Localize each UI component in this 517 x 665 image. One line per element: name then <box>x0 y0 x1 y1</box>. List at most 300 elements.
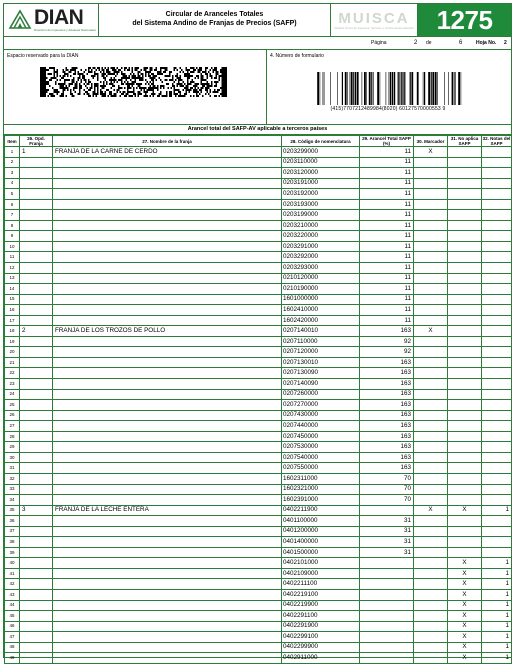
table-cell-notas: 1 <box>482 600 512 611</box>
table-row <box>5 484 512 495</box>
table-cell-notas: 1 <box>482 589 512 600</box>
table-cell-arancel <box>360 632 414 643</box>
table-cell-name <box>53 579 282 590</box>
table-cell-code: 0402299900 <box>282 642 360 653</box>
table-cell-notas: 1 <box>482 568 512 579</box>
form-number-label: 4. Número de formulario <box>270 53 324 59</box>
table-cell-no-aplica <box>448 526 482 537</box>
table-cell-marcador <box>414 621 448 632</box>
table-cell-notas <box>482 379 512 390</box>
table-cell-arancel: 11 <box>360 273 414 284</box>
table-cell-item: 1 <box>5 147 20 158</box>
table-cell-code: 0203199000 <box>282 210 360 221</box>
table-cell-no-aplica <box>448 347 482 358</box>
table-cell-code: 0402211100 <box>282 579 360 590</box>
table-cell-arancel: 92 <box>360 336 414 347</box>
table-cell-marcador <box>414 547 448 558</box>
table-cell-notas <box>482 410 512 421</box>
table-cell-code: 0402291100 <box>282 611 360 622</box>
table-cell-marcador <box>414 642 448 653</box>
table-cell-arancel: 163 <box>360 368 414 379</box>
table-cell-no-aplica <box>448 189 482 200</box>
table-cell-marcador <box>414 231 448 242</box>
table-cell-name <box>53 252 282 263</box>
table-cell-marcador: X <box>414 505 448 516</box>
table-cell-name <box>53 632 282 643</box>
table-cell-code: 0401500000 <box>282 547 360 558</box>
table-cell-notas <box>482 326 512 337</box>
muisca-logo <box>331 4 418 36</box>
table-cell-code: 0207120000 <box>282 347 360 358</box>
table-cell-opd: 2 <box>20 326 53 337</box>
table-cell-code: 1602311000 <box>282 473 360 484</box>
table-cell-notas: 1 <box>482 642 512 653</box>
table-cell-marcador <box>414 347 448 358</box>
table-cell-arancel: 11 <box>360 305 414 316</box>
table-cell-no-aplica <box>448 400 482 411</box>
table-row <box>5 568 512 579</box>
table-cell-item: 40 <box>5 558 20 569</box>
table-cell-marcador <box>414 400 448 411</box>
table-cell-name <box>53 231 282 242</box>
table-cell-notas <box>482 473 512 484</box>
table-cell-name <box>53 305 282 316</box>
table-cell-marcador <box>414 495 448 506</box>
table-cell-no-aplica <box>448 210 482 221</box>
table-cell-name <box>53 410 282 421</box>
table-cell-opd: 3 <box>20 505 53 516</box>
table-cell-notas <box>482 516 512 527</box>
table-cell-notas <box>482 210 512 221</box>
table-cell-marcador <box>414 284 448 295</box>
table-cell-item: 43 <box>5 589 20 600</box>
table-cell-name <box>53 357 282 368</box>
table-cell-arancel: 11 <box>360 231 414 242</box>
table-cell-arancel <box>360 505 414 516</box>
table-cell-item: 10 <box>5 241 20 252</box>
table-cell-item: 13 <box>5 273 20 284</box>
table-cell-opd <box>20 642 53 653</box>
table-cell-no-aplica <box>448 326 482 337</box>
table-cell-code: 0401400000 <box>282 537 360 548</box>
table-row <box>5 336 512 347</box>
table-cell-no-aplica <box>448 178 482 189</box>
hoja-value: 2 <box>504 40 507 46</box>
table-cell-name <box>53 315 282 326</box>
table-row <box>5 600 512 611</box>
table-cell-no-aplica <box>448 252 482 263</box>
hoja-label: Hoja No. <box>476 40 497 46</box>
table-cell-arancel: 31 <box>360 537 414 548</box>
table-cell-arancel: 163 <box>360 400 414 411</box>
table-cell-name <box>53 157 282 168</box>
table-cell-marcador <box>414 600 448 611</box>
table-cell-item: 24 <box>5 389 20 400</box>
table-cell-item: 12 <box>5 263 20 274</box>
table-cell-item: 18 <box>5 326 20 337</box>
dian-reserved-label: Espacio reservado para la DIAN <box>7 53 79 59</box>
table-cell-arancel <box>360 611 414 622</box>
table-cell-opd <box>20 231 53 242</box>
table-cell-notas <box>482 495 512 506</box>
table-row <box>5 178 512 189</box>
table-cell-marcador <box>414 357 448 368</box>
table-cell-code: 0207130010 <box>282 357 360 368</box>
table-cell-notas <box>482 252 512 263</box>
table-row <box>5 273 512 284</box>
table-cell-name <box>53 336 282 347</box>
table-cell-arancel: 11 <box>360 178 414 189</box>
table-cell-item: 31 <box>5 463 20 474</box>
table-cell-opd <box>20 495 53 506</box>
table-cell-no-aplica <box>448 199 482 210</box>
table-cell-code: 0207530000 <box>282 442 360 453</box>
table-cell-no-aplica <box>448 157 482 168</box>
pagina-label: Página <box>371 40 387 46</box>
table-cell-opd <box>20 589 53 600</box>
table-cell-item: 42 <box>5 579 20 590</box>
table-cell-name <box>53 442 282 453</box>
table-row <box>5 241 512 252</box>
table-cell-name: FRANJA DE LOS TROZOS DE POLLO <box>53 326 282 337</box>
table-cell-item: 14 <box>5 284 20 295</box>
table-cell-opd <box>20 537 53 548</box>
table-row <box>5 473 512 484</box>
table-cell-no-aplica <box>448 241 482 252</box>
table-cell-notas <box>482 231 512 242</box>
page-info-row <box>4 37 511 50</box>
table-cell-code: 0203291000 <box>282 241 360 252</box>
table-cell-no-aplica: X <box>448 579 482 590</box>
table-cell-no-aplica <box>448 473 482 484</box>
table-cell-arancel: 92 <box>360 347 414 358</box>
col-arancel: 29. Arancel Total SAFP (%) <box>360 136 414 147</box>
table-cell-marcador <box>414 558 448 569</box>
table-row <box>5 400 512 411</box>
table-cell-code: 0402211900 <box>282 505 360 516</box>
table-row <box>5 547 512 558</box>
table-cell-no-aplica <box>448 305 482 316</box>
table-cell-item: 22 <box>5 368 20 379</box>
table-cell-notas <box>482 294 512 305</box>
table-cell-arancel: 163 <box>360 442 414 453</box>
table-row <box>5 231 512 242</box>
table-cell-name <box>53 284 282 295</box>
table-row <box>5 315 512 326</box>
table-cell-opd <box>20 421 53 432</box>
table-cell-notas <box>482 431 512 442</box>
table-cell-notas <box>482 547 512 558</box>
form-title <box>99 4 331 36</box>
table-cell-no-aplica: X <box>448 558 482 569</box>
table-cell-no-aplica <box>448 537 482 548</box>
table-cell-no-aplica <box>448 315 482 326</box>
table-cell-item: 11 <box>5 252 20 263</box>
table-cell-opd <box>20 516 53 527</box>
table-cell-no-aplica <box>448 389 482 400</box>
table-cell-arancel <box>360 579 414 590</box>
form-1275-page <box>3 3 512 662</box>
table-cell-notas <box>482 315 512 326</box>
table-cell-no-aplica <box>448 294 482 305</box>
table-cell-notas <box>482 284 512 295</box>
table-cell-code: 0210190000 <box>282 284 360 295</box>
table-cell-code: 0402299100 <box>282 632 360 643</box>
table-cell-name <box>53 473 282 484</box>
table-cell-item: 7 <box>5 210 20 221</box>
table-cell-arancel: 163 <box>360 326 414 337</box>
table-cell-marcador <box>414 368 448 379</box>
table-cell-arancel: 11 <box>360 315 414 326</box>
table-cell-no-aplica: X <box>448 642 482 653</box>
table-row <box>5 516 512 527</box>
form-number-box <box>267 50 511 124</box>
table-cell-no-aplica <box>448 220 482 231</box>
table-cell-name <box>53 547 282 558</box>
table-row <box>5 621 512 632</box>
table-cell-arancel: 11 <box>360 168 414 179</box>
table-cell-code: 0402291900 <box>282 621 360 632</box>
table-cell-marcador <box>414 611 448 622</box>
table-row <box>5 220 512 231</box>
table-cell-name <box>53 178 282 189</box>
table-cell-arancel: 163 <box>360 421 414 432</box>
table-cell-opd <box>20 357 53 368</box>
table-cell-code: 0402911000 <box>282 653 360 664</box>
table-cell-code: 0203193000 <box>282 199 360 210</box>
table-cell-code: 0203120000 <box>282 168 360 179</box>
table-cell-item: 45 <box>5 611 20 622</box>
table-cell-opd <box>20 400 53 411</box>
table-cell-code: 0207140090 <box>282 379 360 390</box>
table-cell-opd <box>20 579 53 590</box>
table-cell-arancel: 11 <box>360 210 414 221</box>
table-cell-arancel: 11 <box>360 189 414 200</box>
table-cell-opd <box>20 178 53 189</box>
table-cell-name <box>53 463 282 474</box>
table-cell-name <box>53 516 282 527</box>
table-cell-notas <box>482 241 512 252</box>
col-item: Item <box>5 136 20 147</box>
table-cell-opd <box>20 526 53 537</box>
table-cell-opd <box>20 241 53 252</box>
pagina-value: 2 <box>414 40 418 46</box>
table-cell-notas <box>482 347 512 358</box>
table-cell-marcador <box>414 336 448 347</box>
table-cell-no-aplica <box>448 273 482 284</box>
table-cell-notas <box>482 336 512 347</box>
table-cell-arancel <box>360 642 414 653</box>
table-cell-marcador <box>414 473 448 484</box>
col-notas: 32. Notas del SAFP <box>482 136 511 146</box>
table-row <box>5 463 512 474</box>
table-cell-marcador <box>414 379 448 390</box>
table-cell-arancel: 11 <box>360 241 414 252</box>
table-cell-code: 0207110000 <box>282 336 360 347</box>
table-cell-marcador <box>414 241 448 252</box>
table-cell-name <box>53 642 282 653</box>
table-cell-item: 35 <box>5 505 20 516</box>
table-cell-arancel: 11 <box>360 157 414 168</box>
table-cell-marcador <box>414 568 448 579</box>
table-row <box>5 379 512 390</box>
table-cell-opd: 1 <box>20 147 53 158</box>
table-cell-name <box>53 241 282 252</box>
table-cell-marcador <box>414 410 448 421</box>
table-row <box>5 284 512 295</box>
table-cell-marcador <box>414 537 448 548</box>
table-cell-arancel: 163 <box>360 463 414 474</box>
table-cell-arancel: 70 <box>360 495 414 506</box>
table-cell-no-aplica <box>448 484 482 495</box>
table-row <box>5 389 512 400</box>
table-cell-notas <box>482 368 512 379</box>
linear-barcode <box>313 72 463 105</box>
table-cell-code: 0207540000 <box>282 452 360 463</box>
table-cell-item: 47 <box>5 632 20 643</box>
table-cell-notas <box>482 421 512 432</box>
table-cell-opd <box>20 568 53 579</box>
table-cell-code: 0207450000 <box>282 431 360 442</box>
table-cell-notas <box>482 389 512 400</box>
table-cell-no-aplica <box>448 147 482 158</box>
table-cell-marcador <box>414 252 448 263</box>
table-row <box>5 157 512 168</box>
table-cell-no-aplica: X <box>448 632 482 643</box>
table-cell-opd <box>20 263 53 274</box>
table-cell-item: 30 <box>5 452 20 463</box>
table-cell-notas: 1 <box>482 632 512 643</box>
table-cell-marcador <box>414 632 448 643</box>
table-cell-arancel: 163 <box>360 357 414 368</box>
table-row <box>5 442 512 453</box>
table-cell-item: 37 <box>5 526 20 537</box>
table-cell-name <box>53 537 282 548</box>
table-row <box>5 210 512 221</box>
table-cell-opd <box>20 558 53 569</box>
table-cell-code: 0402219100 <box>282 589 360 600</box>
pdf417-barcode <box>40 67 227 97</box>
table-cell-notas: 1 <box>482 579 512 590</box>
table-cell-opd <box>20 252 53 263</box>
table-cell-no-aplica <box>448 231 482 242</box>
muisca-subtitle: Modelo Único de Ingresos, Servicio y Control Automatizado <box>334 25 414 30</box>
table-cell-code: 0401100000 <box>282 516 360 527</box>
table-cell-opd <box>20 199 53 210</box>
form-number: 1275 <box>418 4 511 36</box>
table-cell-opd <box>20 210 53 221</box>
table-cell-code: 1601000000 <box>282 294 360 305</box>
table-cell-arancel: 11 <box>360 263 414 274</box>
table-cell-arancel: 163 <box>360 431 414 442</box>
table-cell-name <box>53 400 282 411</box>
table-cell-notas <box>482 484 512 495</box>
table-cell-item: 25 <box>5 400 20 411</box>
table-cell-notas <box>482 199 512 210</box>
table-cell-opd <box>20 168 53 179</box>
table-cell-item: 44 <box>5 600 20 611</box>
table-cell-marcador <box>414 526 448 537</box>
table-cell-notas <box>482 273 512 284</box>
table-cell-marcador <box>414 442 448 453</box>
table-cell-arancel: 163 <box>360 389 414 400</box>
table-cell-name <box>53 431 282 442</box>
table-cell-item: 17 <box>5 315 20 326</box>
logo-subtitle: Dirección de Impuestos y Aduanas Nacionales <box>34 28 96 32</box>
dian-reserved-box <box>4 50 267 124</box>
table-row <box>5 305 512 316</box>
table-cell-arancel: 70 <box>360 484 414 495</box>
dian-logo <box>4 4 99 36</box>
table-cell-arancel: 31 <box>360 526 414 537</box>
table-cell-opd <box>20 379 53 390</box>
table-cell-no-aplica: X <box>448 611 482 622</box>
table-cell-name: FRANJA DE LA CARNE DE CERDO <box>53 147 282 158</box>
table-cell-name <box>53 220 282 231</box>
table-cell-item: 4 <box>5 178 20 189</box>
table-cell-code: 0203299000 <box>282 147 360 158</box>
table-cell-opd <box>20 463 53 474</box>
table-cell-notas <box>482 537 512 548</box>
table-cell-opd <box>20 621 53 632</box>
table-cell-arancel <box>360 558 414 569</box>
table-row <box>5 431 512 442</box>
table-cell-arancel: 163 <box>360 379 414 390</box>
table-cell-arancel <box>360 621 414 632</box>
table-cell-item: 16 <box>5 305 20 316</box>
table-cell-marcador <box>414 421 448 432</box>
table-cell-opd <box>20 431 53 442</box>
table-cell-notas <box>482 189 512 200</box>
section-title: Arancel total del SAFP-AV aplicable a terceros países <box>4 125 511 135</box>
table-cell-name <box>53 421 282 432</box>
table-row <box>5 421 512 432</box>
barcode-text: (415)7707212489984(8020) 60127570000553 9 <box>330 106 446 112</box>
table-cell-no-aplica <box>448 336 482 347</box>
table-cell-opd <box>20 220 53 231</box>
table-cell-name <box>53 210 282 221</box>
table-cell-name <box>53 495 282 506</box>
table-cell-item: 39 <box>5 547 20 558</box>
table-cell-name <box>53 379 282 390</box>
table-cell-no-aplica <box>448 495 482 506</box>
table-cell-item: 28 <box>5 431 20 442</box>
table-row <box>5 263 512 274</box>
table-cell-opd <box>20 484 53 495</box>
table-cell-name <box>53 389 282 400</box>
table-cell-no-aplica <box>448 547 482 558</box>
table-cell-item: 21 <box>5 357 20 368</box>
table-cell-arancel: 163 <box>360 410 414 421</box>
form-title-line1: Circular de Aranceles Totales <box>165 11 264 18</box>
table-cell-name <box>53 199 282 210</box>
table-cell-code: 0207140010 <box>282 326 360 337</box>
form-title-line2: del Sistema Andino de Franjas de Precios (SAFP) <box>132 20 297 27</box>
table-cell-name <box>53 347 282 358</box>
table-cell-notas <box>482 452 512 463</box>
table-cell-arancel: 11 <box>360 220 414 231</box>
table-cell-opd <box>20 347 53 358</box>
table-cell-no-aplica <box>448 431 482 442</box>
table-row <box>5 199 512 210</box>
table-cell-marcador <box>414 178 448 189</box>
table-cell-opd <box>20 410 53 421</box>
table-cell-item: 33 <box>5 484 20 495</box>
table-cell-marcador <box>414 273 448 284</box>
table-row <box>5 495 512 506</box>
table-cell-code: 0203292000 <box>282 252 360 263</box>
table-cell-item: 19 <box>5 336 20 347</box>
